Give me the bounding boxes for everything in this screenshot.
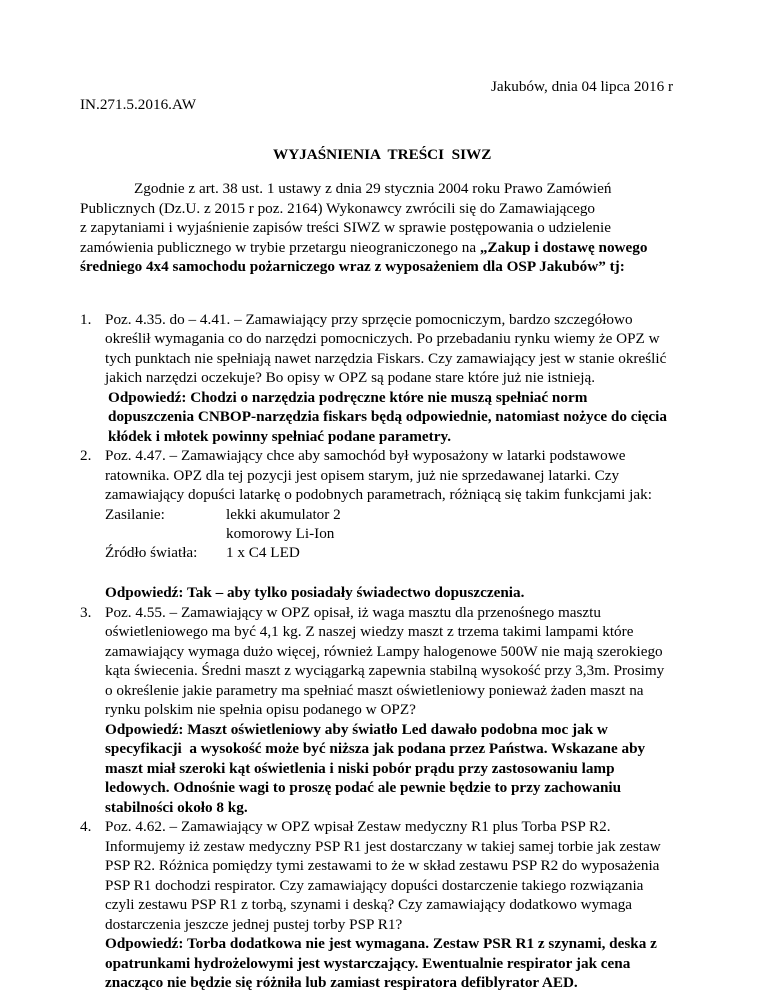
question-line: Poz. 4.55. – Zamawiający w OPZ opisał, iż waga masztu dla przenośnego masztu <box>105 603 601 621</box>
question-line: rynku polskim nie spełnia opisu podanego w OPZ? <box>105 701 416 719</box>
item-number: 2. <box>80 447 92 465</box>
answer-line: Odpowiedź: Torba dodatkowa nie jest wymagana. Zestaw PSR R1 z szynami, deska z <box>105 935 657 953</box>
answer-line: kłódek i młotek powinny spełniać podane parametry. <box>108 427 452 445</box>
question-line: jakich narzędzi oczekuje? Bo opisy w OPZ są podane stare które już nie istnieją. <box>105 369 596 387</box>
question-line: o określenie jakie parametry ma spełniać maszt oświetleniowy ponieważ żaden maszt na <box>105 681 644 699</box>
question-line: dostarczenia jeszcze jednej pustej torby PSP R1? <box>105 915 403 933</box>
question-line: kąta świecenia. Średni maszt z wyciągarką zapewnia stabilną wysokość przy 3,3m. Prosimy <box>105 662 665 680</box>
intro-subject: „Zakup i dostawę nowego <box>479 238 648 256</box>
answer-line: znacząco nie będzie się różniła lub zamiast respiratora defiblyrator AED. <box>105 974 578 991</box>
intro-line: Publicznych (Dz.U. z 2015 r poz. 2164) Wykonawcy zwrócili się do Zamawiającego <box>80 199 596 217</box>
item-number: 4. <box>80 818 92 836</box>
item-number: 1. <box>80 310 92 328</box>
question-line: Poz. 4.35. do – 4.41. – Zamawiający przy sprzęcie pomocniczym, bardzo szczegółowo <box>105 310 633 328</box>
question-line: tych punktach nie spełniają nawet narzędzia Fiskars. Czy zamawiający jest w stanie określić <box>105 349 667 367</box>
answer-line: stabilności około 8 kg. <box>105 798 248 816</box>
question-line: PSP R2. Różnica pomiędzy tymi zestawami to że w skład zestawu PSP R2 do wyposażenia <box>105 857 660 875</box>
answer-line: dopuszczenia CNBOP-narzędzia fiskars będą odpowiednie, natomiast nożyce do cięcia <box>108 408 667 426</box>
answer-line: Odpowiedź: Tak – aby tylko posiadały świadectwo dopuszczenia. <box>105 584 525 602</box>
answer-line: opatrunkami hydrożelowymi jest wystarczający. Ewentualnie respirator jak cena <box>105 954 631 972</box>
question-line: Poz. 4.47. – Zamawiający chce aby samochód był wyposażony w latarki podstawowe <box>105 447 626 465</box>
intro-line <box>80 237 647 258</box>
reference-number: IN.271.5.2016.AW <box>80 96 197 114</box>
answer-line: Odpowiedź: Maszt oświetleniowy aby światło Led dawało podobna moc jak w <box>105 720 608 738</box>
answer-line: ledowych. Odnośnie wagi to proszę podać ale pewnie będzie to przy zachowaniu <box>105 779 622 797</box>
intro-text: zamówienia publicznego w trybie przetargu nieograniczonego na <box>80 238 480 256</box>
question-line: określił wymagania co do narzędzi pomocniczych. Po przebadaniu rynku wiemy że OPZ w <box>105 330 660 348</box>
spec-label: Źródło światła: <box>105 544 198 562</box>
document-title: WYJAŚNIENIA TREŚCI SIWZ <box>273 146 492 164</box>
item-number: 3. <box>80 603 92 621</box>
answer-line: specyfikacji a wysokość może być niższa jak podana przez Państwa. Wskazane aby <box>105 740 646 758</box>
intro-subject-line: średniego 4x4 samochodu pożarniczego wraz z wyposażeniem dla OSP Jakubów” tj: <box>80 258 625 276</box>
spec-value: lekki akumulator 2 <box>226 505 341 523</box>
spec-value: komorowy Li-Ion <box>226 525 335 542</box>
question-line: zamawiający dopuści latarkę o podobnych parametrach, różniącą się takim funkcjami jak: <box>105 486 652 504</box>
question-line: Informujemy iż zestaw medyczny PSP R1 jest dostarczany w takiej samej torbie jak zestaw <box>105 837 661 855</box>
answer-line: maszt miał szeroki kąt oświetlenia i niski pobór prądu przy zastosowaniu lamp <box>105 759 615 777</box>
answer-line: Odpowiedź: Chodzi o narzędzia podręczne które nie muszą spełniać norm <box>108 388 588 406</box>
intro-line: z zapytaniami i wyjaśnienie zapisów treści SIWZ w sprawie postępowania o udzielenie <box>80 219 611 237</box>
place-date: Jakubów, dnia 04 lipca 2016 r <box>491 77 674 95</box>
intro-line: Zgodnie z art. 38 ust. 1 ustawy z dnia 29 stycznia 2004 roku Prawo Zamówień <box>134 180 612 198</box>
question-line: zamawiający wymaga dużo więcej, również Lampy halogenowe 500W nie mają szerokiego <box>105 642 663 660</box>
spec-value: 1 x C4 LED <box>226 544 300 562</box>
question-line: ratownika. OPZ dla tej pozycji jest opisem starym, już nie sprzedawanej latarki. Czy <box>105 466 620 484</box>
question-line: PSP R1 dochodzi respirator. Czy zamawiający dopuści dostarczenie takiego rozwiązania <box>105 876 644 894</box>
question-line: oświetleniowego ma być 4,1 kg. Z naszej wiedzy maszt z trzema takimi lampami które <box>105 623 634 641</box>
question-line: Poz. 4.62. – Zamawiający w OPZ wpisał Zestaw medyczny R1 plus Torba PSP R2. <box>105 818 611 836</box>
question-line: czyli zestawu PSP R1 z torbą, szynami i deską? Czy zamawiający dodatkowo wymaga <box>105 896 633 914</box>
spec-label: Zasilanie: <box>105 505 165 523</box>
